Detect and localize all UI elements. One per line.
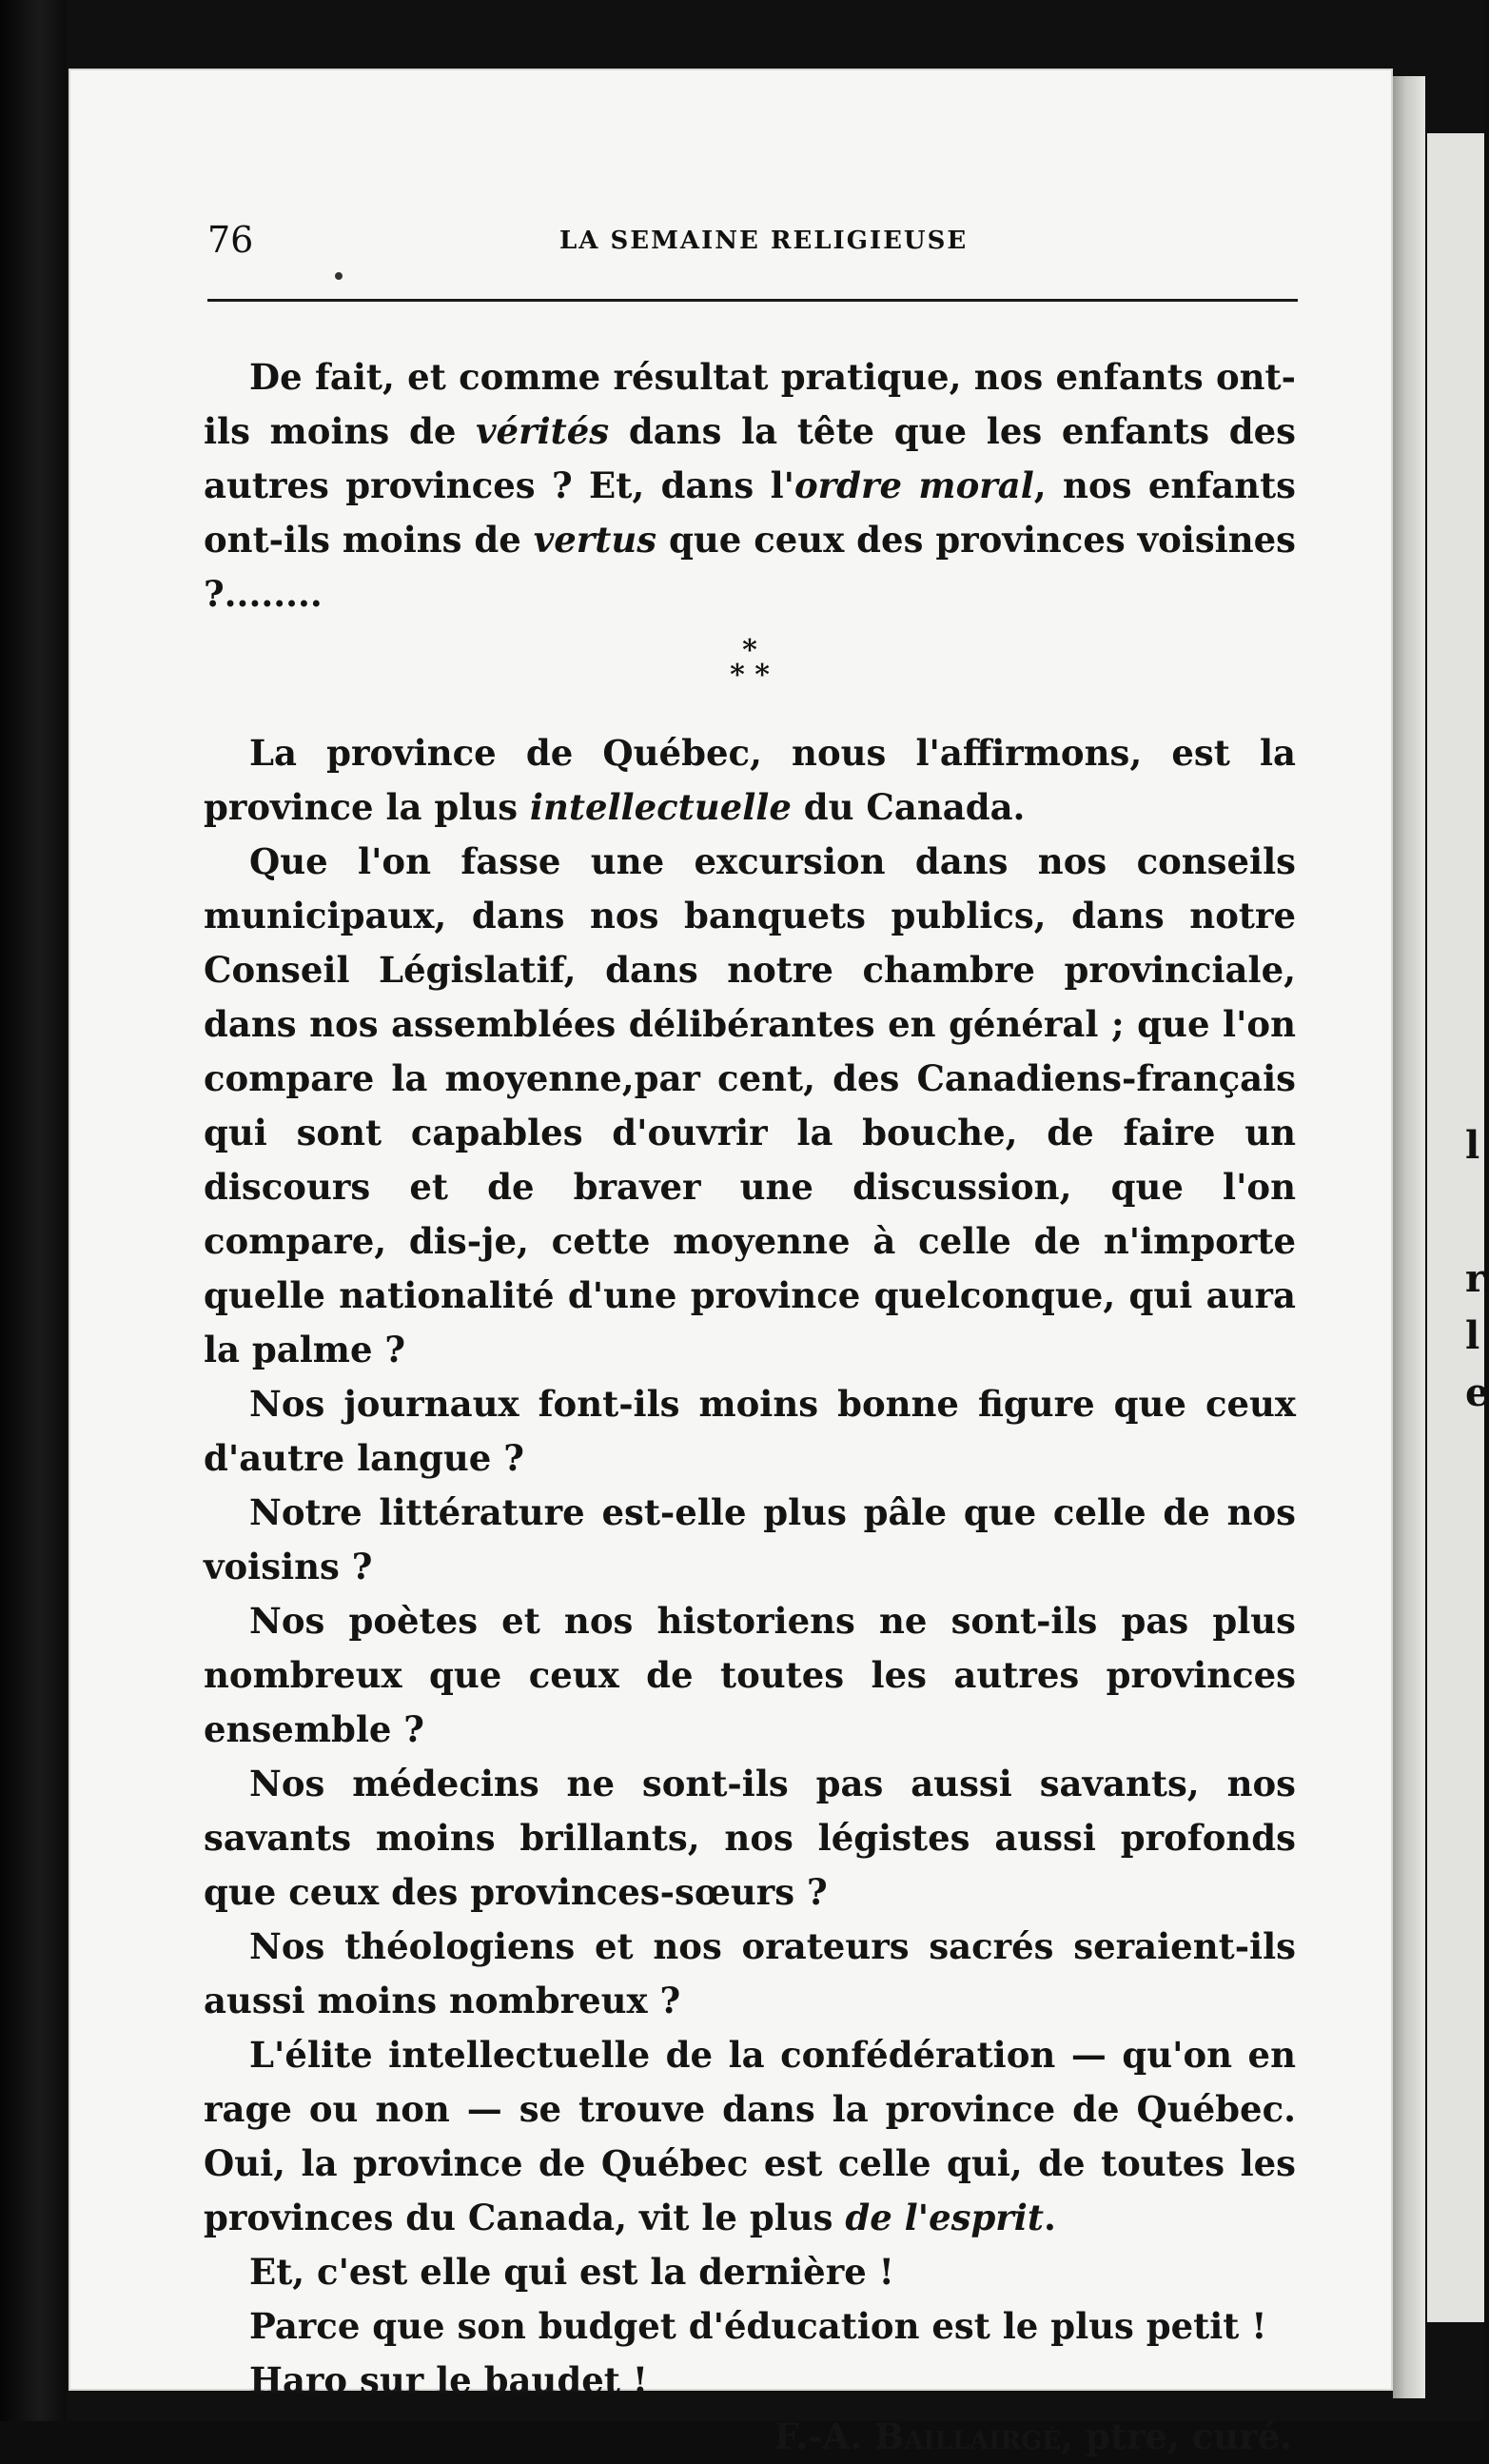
signature-surname: Baillairgé: [873, 2415, 1062, 2457]
paragraph-3: Que l'on fasse une excursion dans nos conseils municipaux, dans nos banquets publics, dans notre Conseil Législatif, dans notre chambre provinciale, dans nos assemblées délibérantes en général ; que l'on compare la moyenne,par cent, des Canadiens-français qui sont capables d'ouvrir la bouche, de faire un discours et de braver une discussion, que l'on compare, dis-je, cette moyenne à celle de n'importe quelle nationalité d'une province quelconque, qui aura la palme ?: [204, 840, 1296, 1370]
book-binding-edge: [0, 0, 67, 2421]
signature: F.-A. Baillairgé, ptre, curé.: [774, 2415, 1292, 2457]
next-page-glyph: r: [1465, 1256, 1486, 1301]
page-gutter-shadow: [1393, 76, 1425, 2398]
next-page-glyph: e: [1465, 1370, 1489, 1415]
page-number: 76: [207, 219, 254, 261]
running-title: LA SEMAINE RELIGIEUSE: [559, 227, 969, 255]
page-header: [207, 219, 1294, 276]
paragraph-7: Nos médecins ne sont-ils pas aussi savants, nos savants moins brillants, nos légistes aussi profonds que ceux des provinces-sœurs ?: [204, 1763, 1296, 1913]
header-rule: [207, 299, 1298, 302]
article-body: [204, 350, 1296, 2464]
paragraph-11: Parce que son budget d'éducation est le plus petit !: [249, 2305, 1267, 2347]
next-page-glyph: l: [1465, 1123, 1480, 1168]
paragraph-5: Notre littérature est-elle plus pâle que celle de nos voisins ?: [204, 1491, 1296, 1587]
paragraph-9: L'élite intellectuelle de la confédération — qu'on en rage ou non — se trouve dans la province de Québec. Oui, la province de Québec est celle qui, de toutes les provinces du Canada, vit le plus de l'esprit.: [204, 2034, 1296, 2238]
asterism: * * *: [730, 634, 770, 692]
next-page-edge: [1427, 133, 1484, 2322]
paragraph-4: Nos journaux font-ils moins bonne figure que ceux d'autre langue ?: [204, 1383, 1296, 1479]
paragraph-8: Nos théologiens et nos orateurs sacrés seraient-ils aussi moins nombreux ?: [204, 1925, 1296, 2021]
paragraph-12: Haro sur le baudet !: [249, 2359, 648, 2401]
next-page-glyph: l: [1465, 1313, 1480, 1358]
paragraph-10: Et, c'est elle qui est la dernière !: [249, 2251, 894, 2293]
paragraph-1: De fait, et comme résultat pratique, nos enfants ont-ils moins de vérités dans la tête que les enfants des autres provinces ? Et, dans l'ordre moral, nos enfants ont-ils moins de vertus que ceux des provinces voisines ?........: [204, 356, 1297, 615]
paragraph-2: La province de Québec, nous l'affirmons, est la province la plus intellectuelle du Canada.: [204, 732, 1296, 828]
paragraph-6: Nos poètes et nos historiens ne sont-ils pas plus nombreux que ceux de toutes les autres provinces ensemble ?: [204, 1600, 1296, 1750]
